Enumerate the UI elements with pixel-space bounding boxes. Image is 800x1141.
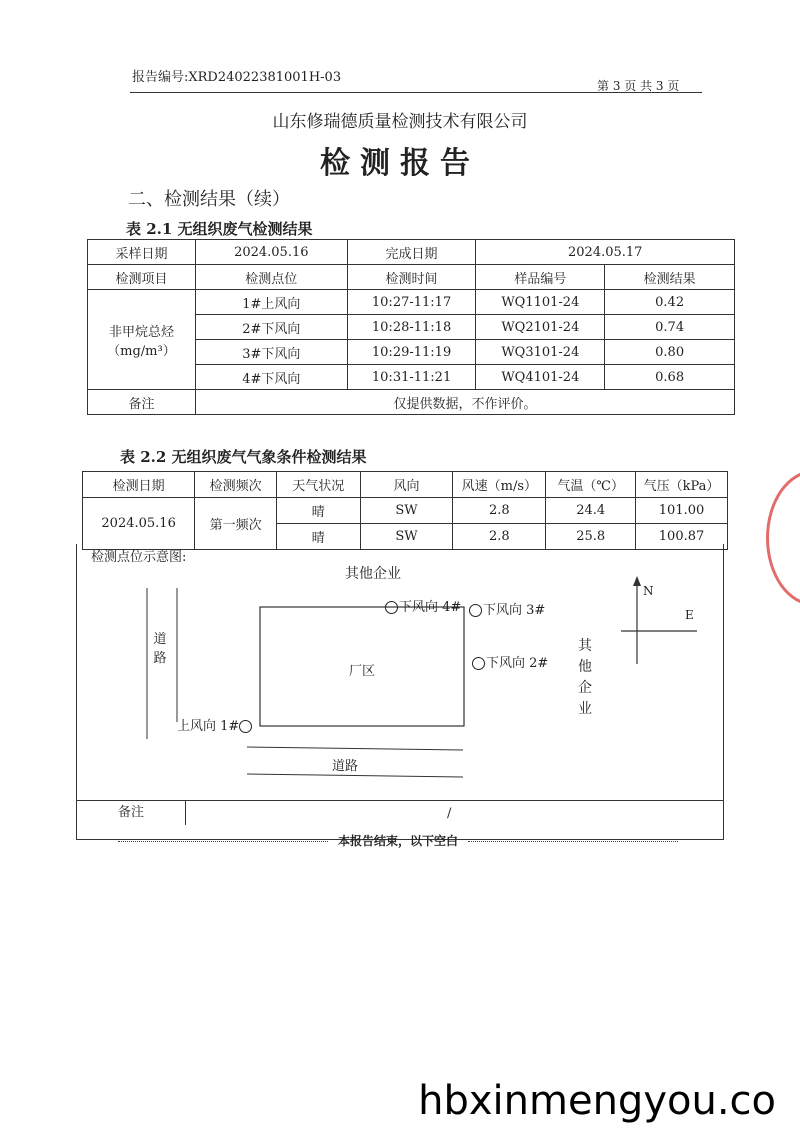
company-seal (766, 470, 800, 606)
table-row (88, 290, 735, 315)
east-label: E (685, 608, 694, 622)
header-cell: 样品编号 (476, 265, 605, 290)
sample-cell: WQ2101-24 (476, 315, 605, 340)
factory-label: 厂区 (349, 664, 376, 679)
header-cell: 检测日期 (83, 472, 195, 498)
point-cell: 4#下风向 (195, 365, 347, 390)
result-cell: 0.68 (605, 365, 735, 390)
time-cell: 10:29-11:19 (347, 340, 476, 365)
time-cell: 10:28-11:18 (347, 315, 476, 340)
section-heading: 二、检测结果（续） (128, 189, 290, 210)
time-cell: 10:27-11:17 (347, 290, 476, 315)
other-enterprise-top: 其他企业 (345, 566, 401, 582)
sampling-date: 2024.05.16 (195, 240, 347, 265)
result-cell: 0.74 (605, 315, 735, 340)
item-cell (88, 290, 196, 390)
finish-date-label: 完成日期 (347, 240, 476, 265)
page-number: 第 3 页 共 3 页 (597, 79, 680, 93)
temp-cell: 24.4 (546, 498, 636, 524)
report-end-text: 本报告结束，以下空白 (337, 834, 458, 848)
downwind-point-2: 下风向 2# (472, 652, 548, 671)
dir-cell: SW (360, 524, 453, 550)
report-title: 检测报告 (320, 146, 480, 181)
temp-cell: 25.8 (546, 524, 636, 550)
header-cell: 检测时间 (347, 265, 476, 290)
header-cell: 检测点位 (195, 265, 347, 290)
road-bottom-label: 道路 (332, 759, 359, 774)
company-name: 山东修瑞德质量检测技术有限公司 (272, 112, 528, 132)
point-cell: 1#上风向 (195, 290, 347, 315)
monitoring-point-diagram (76, 544, 724, 800)
speed-cell: 2.8 (453, 498, 546, 524)
item-unit: （mg/m³） (107, 343, 176, 359)
table-row (88, 240, 735, 265)
result-cell: 0.80 (605, 340, 735, 365)
monitor-point-icon (472, 657, 485, 670)
road-left-label: 道路 (153, 632, 167, 666)
table-exhaust-results (87, 239, 735, 415)
dotted-divider (468, 841, 678, 842)
north-arrow-icon (633, 576, 641, 586)
weather-cell: 晴 (276, 498, 360, 524)
monitor-point-icon (385, 601, 398, 614)
other-enterprise-right: 其他企业 (578, 638, 592, 717)
sample-cell: WQ1101-24 (476, 290, 605, 315)
report-end-line (88, 832, 708, 849)
pressure-cell: 100.87 (636, 524, 728, 550)
header-cell: 检测项目 (88, 265, 196, 290)
table-row (88, 390, 735, 415)
pressure-cell: 101.00 (636, 498, 728, 524)
table2-caption: 表 2.2 无组织废气气象条件检测结果 (120, 448, 367, 466)
sample-cell: WQ4101-24 (476, 365, 605, 390)
point-cell: 2#下风向 (195, 315, 347, 340)
date-cell: 2024.05.16 (83, 498, 195, 550)
diagram-lines (77, 544, 723, 800)
item-name: 非甲烷总烃 (108, 324, 174, 340)
monitor-point-icon (239, 720, 252, 733)
diagram-label: 检测点位示意图: (91, 550, 187, 565)
dir-cell: SW (360, 498, 453, 524)
table1-caption: 表 2.1 无组织废气检测结果 (126, 220, 313, 238)
dotted-divider (118, 841, 328, 842)
header-cell: 风速（m/s） (453, 472, 546, 498)
site-watermark: hbxinmengyou.co (418, 1078, 776, 1124)
speed-cell: 2.8 (453, 524, 546, 550)
table-weather-conditions (82, 471, 728, 550)
road-bottom-line-2 (247, 774, 463, 777)
freq-cell: 第一频次 (195, 498, 277, 550)
road-bottom-line-1 (247, 747, 463, 750)
header-cell: 气压（kPa） (636, 472, 728, 498)
table-header-row (83, 472, 728, 498)
sample-cell: WQ3101-24 (476, 340, 605, 365)
downwind-point-3: 下风向 3# (469, 599, 545, 618)
remark-text: 仅提供数据，不作评价。 (195, 390, 734, 415)
north-label: N (643, 584, 654, 598)
sampling-date-label: 采样日期 (88, 240, 196, 265)
header-cell: 检测结果 (605, 265, 735, 290)
weather-cell: 晴 (276, 524, 360, 550)
monitor-point-icon (469, 604, 482, 617)
header-cell: 气温（℃） (546, 472, 636, 498)
upwind-point-1: 上风向 1# (177, 715, 253, 734)
table-header-row (88, 265, 735, 290)
remark-label: 备注 (77, 801, 186, 825)
time-cell: 10:31-11:21 (347, 365, 476, 390)
remark-text: / (447, 806, 452, 821)
table-row (83, 498, 728, 524)
header-cell: 检测频次 (195, 472, 277, 498)
result-cell: 0.42 (605, 290, 735, 315)
report-number: 报告编号:XRD24022381001H-03 (132, 70, 342, 85)
point-cell: 3#下风向 (195, 340, 347, 365)
downwind-point-4: 下风向 4# (385, 596, 461, 615)
finish-date: 2024.05.17 (476, 240, 735, 265)
header-cell: 天气状况 (276, 472, 360, 498)
header-divider (130, 92, 702, 93)
header-cell: 风向 (360, 472, 453, 498)
remark-label: 备注 (88, 390, 196, 415)
